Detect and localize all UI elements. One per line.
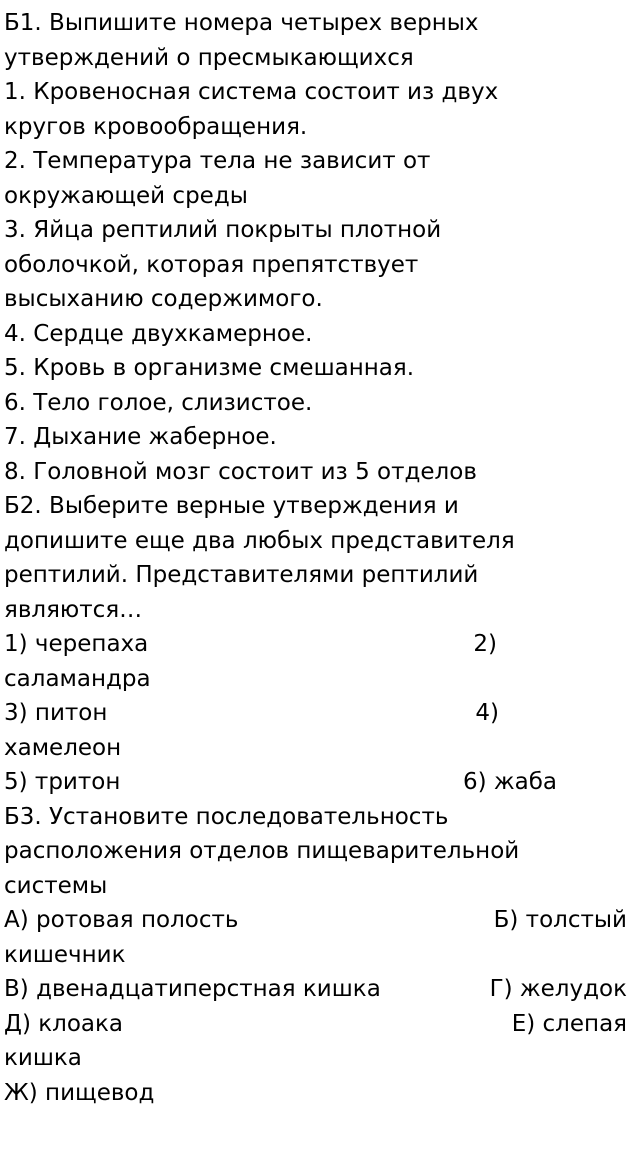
b2-title-line-4: являются… <box>4 596 143 623</box>
b3-option-g: Г) желудок <box>489 976 627 1002</box>
b1-item-line: кругов кровообращения. <box>4 113 308 140</box>
b3-title-line-2: расположения отделов пищеварительной <box>4 838 520 864</box>
b3-option-e-tail: кишка <box>4 1045 82 1071</box>
b2-option-4-word: хамелеон <box>4 734 122 761</box>
b1-item-line: 7. Дыхание жаберное. <box>4 424 277 450</box>
b2-option-1: 1) черепаха <box>4 631 149 657</box>
b2-option-2-number: 2) <box>473 631 497 657</box>
b3-option-zh: Ж) пищевод <box>4 1079 155 1106</box>
b1-item-line: 6. Тело голое, слизистое. <box>4 389 313 416</box>
b3-option-v: В) двенадцатиперстная кишка <box>4 976 381 1002</box>
b1-item-line: оболочкой, которая препятствует <box>4 251 419 278</box>
b3-option-row <box>4 972 627 1007</box>
b2-title-line-1: Б2. Выберите верные утверждения и <box>4 493 459 519</box>
b3-option-row <box>4 1007 627 1042</box>
b2-title-line-2: допишите еще два любых представителя <box>4 527 515 554</box>
b1-item-line: 3. Яйца рептилий покрыты плотной <box>4 217 442 243</box>
b3-title-line-3: системы <box>4 872 108 899</box>
b2-option-2-word: саламандра <box>4 665 151 692</box>
b3-option-a: А) ротовая полость <box>4 907 239 933</box>
b3-option-e-head: Е) слепая <box>511 1010 627 1037</box>
b3-option-b-head: Б) толстый <box>493 907 627 933</box>
b3-title-line-1: Б3. Установите последовательность <box>4 803 449 830</box>
b1-item-line: 5. Кровь в организме смешанная. <box>4 355 415 381</box>
b2-option-row <box>4 765 627 800</box>
b1-title-line-2: утверждений о пресмыкающихся <box>4 44 414 71</box>
b2-option-4-number: 4) <box>475 700 499 726</box>
b1-item-line: высыханию содержимого. <box>4 286 323 312</box>
b2-option-row <box>4 696 627 731</box>
b3-option-b-tail: кишечник <box>4 941 126 968</box>
b1-title-line-1: Б1. Выпишите номера четырех верных <box>4 10 479 36</box>
b2-option-row <box>4 627 627 662</box>
b2-title-line-3: рептилий. Представителями рептилий <box>4 562 479 588</box>
b1-item-line: окружающей среды <box>4 182 248 209</box>
b2-option-6: 6) жаба <box>462 769 557 795</box>
b3-option-row <box>4 903 627 938</box>
b2-option-3: 3) питон <box>4 700 108 726</box>
b2-option-5: 5) тритон <box>4 769 121 795</box>
b3-option-d: Д) клоака <box>4 1010 123 1037</box>
b1-item-line: 1. Кровеносная система состоит из двух <box>4 79 499 105</box>
b1-item-line: 2. Температура тела не зависит от <box>4 148 431 174</box>
b1-item-line: 8. Головной мозг состоит из 5 отделов <box>4 458 477 485</box>
b1-item-line: 4. Сердце двухкамерное. <box>4 320 313 347</box>
